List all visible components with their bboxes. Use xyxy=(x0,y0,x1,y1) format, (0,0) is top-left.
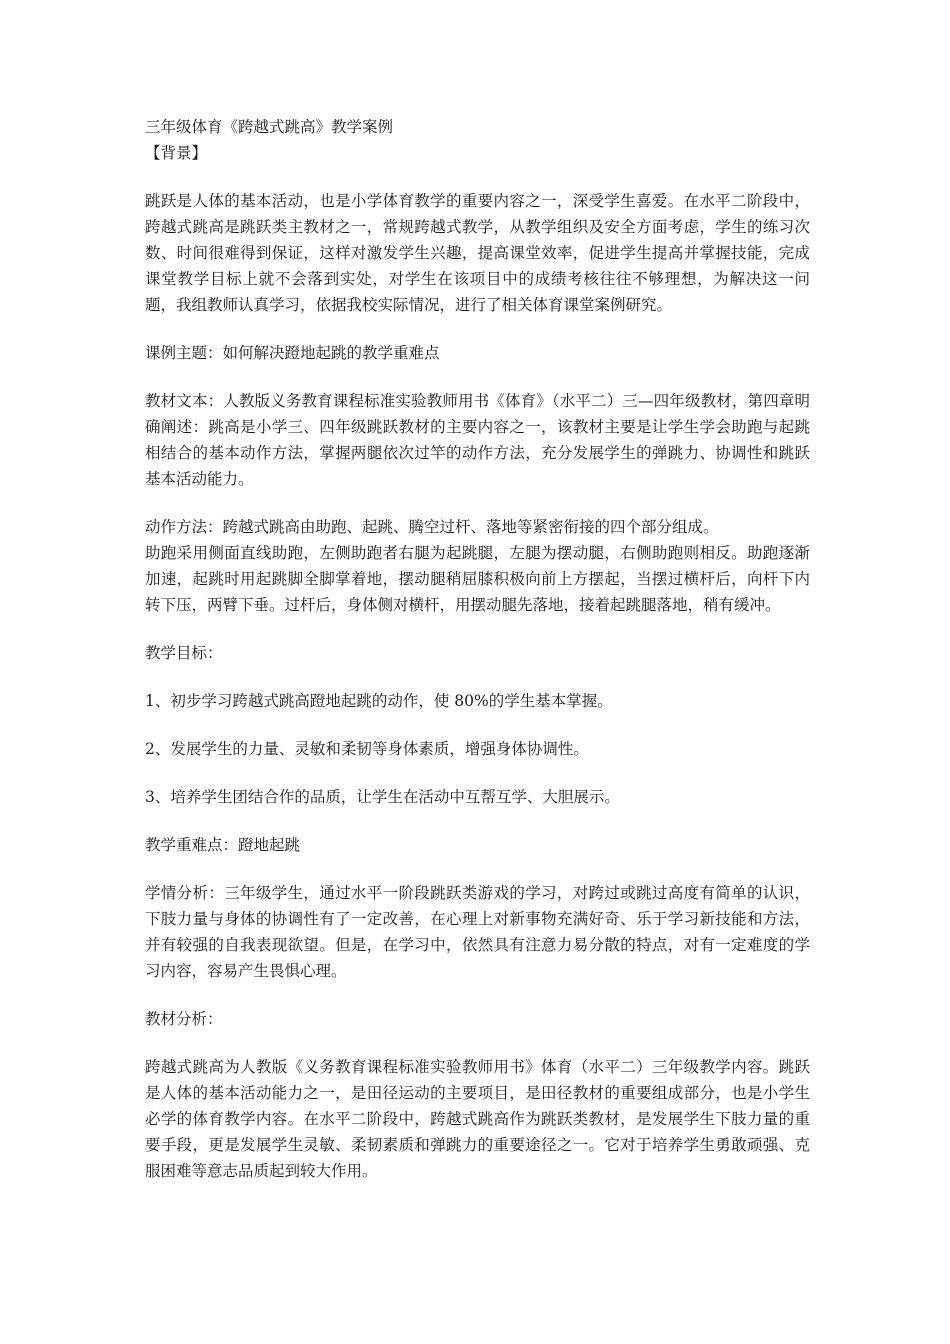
theme-line: 课例主题：如何解决蹬地起跳的教学重难点 xyxy=(145,344,440,362)
goal-item-1: 1、初步学习跨越式跳高蹬地起跳的动作，使 80%的学生基本掌握。 xyxy=(145,692,613,710)
method-intro: 动作方法：跨越式跳高由助跑、起跳、腾空过杆、落地等紧密衔接的四个部分组成。 xyxy=(145,518,719,536)
goals-heading: 教学目标： xyxy=(145,644,223,662)
key-point-line: 教学重难点：蹬地起跳 xyxy=(145,836,301,854)
document-title: 三年级体育《跨越式跳高》教学案例 xyxy=(145,118,394,136)
goal-item-3: 3、培养学生团结合作的品质，让学生在活动中互帮互学、大胆展示。 xyxy=(145,788,620,806)
material-paragraph: 跨越式跳高为人教版《义务教育课程标准实验教师用书》体育（水平二）三年级教学内容。跳跃是人体的基本活动能力之一，是田径运动的主要项目，是田径教材的重要组成部分，也是小学生必学的体育教学内容。在水平二阶段中，跨越式跳高作为跳跃类教材，是发展学生下肢力量的重要手段，更是发展学生灵敏、柔韧素质和弹跳力的重要途径之一。它对于培养学生勇敢顽强、克服困难等意志品质起到较大作用。 xyxy=(145,1058,810,1180)
student-analysis-paragraph: 学情分析：三年级学生，通过水平一阶段跳跃类游戏的学习，对跨过或跳过高度有简单的认识，下肢力量与身体的协调性有了一定改善，在心理上对新事物充满好奇、乐于学习新技能和方法，并有较强的自我表现欲望。但是，在学习中，依然具有注意力易分散的特点，对有一定难度的学习内容，容易产生畏惧心理。 xyxy=(145,884,810,980)
background-heading: 【背景】 xyxy=(145,144,208,162)
textbook-paragraph: 教材文本：人教版义务教育课程标准实验教师用书《体育》（水平二）三—四年级教材，第四章明确阐述：跳高是小学三、四年级跳跃教材的主要内容之一，该教材主要是让学生学会助跑与起跳相结合的基本动作方法，掌握两腿依次过竿的动作方法，充分发展学生的弹跳力、协调性和跳跃基本活动能力。 xyxy=(145,392,810,488)
material-heading: 教材分析： xyxy=(145,1010,223,1028)
method-detail-paragraph: 助跑采用侧面直线助跑，左侧助跑者右腿为起跳腿，左腿为摆动腿，右侧助跑则相反。助跑逐渐加速，起跳时用起跳脚全脚掌着地，摆动腿稍屈膝积极向前上方摆起，当摆过横杆后，向杆下内转下压，两臂下垂。过杆后，身体侧对横杆，用摆动腿先落地，接着起跳腿落地，稍有缓冲。 xyxy=(145,544,810,614)
goal-item-2: 2、发展学生的力量、灵敏和柔韧等身体素质，增强身体协调性。 xyxy=(145,740,589,758)
document-body xyxy=(145,114,810,1184)
background-paragraph: 跳跃是人体的基本活动，也是小学体育教学的重要内容之一，深受学生喜爱。在水平二阶段中，跨越式跳高是跳跃类主教材之一，常规跨越式教学，从教学组织及安全方面考虑，学生的练习次数、时间很难得到保证，这样对激发学生兴趣，提高课堂效率，促进学生提高并掌握技能，完成课堂教学目标上就不会落到实处，对学生在该项目中的成绩考核往往不够理想，为解决这一问题，我组教师认真学习，依据我校实际情况，进行了相关体育课堂案例研究。 xyxy=(145,192,810,314)
